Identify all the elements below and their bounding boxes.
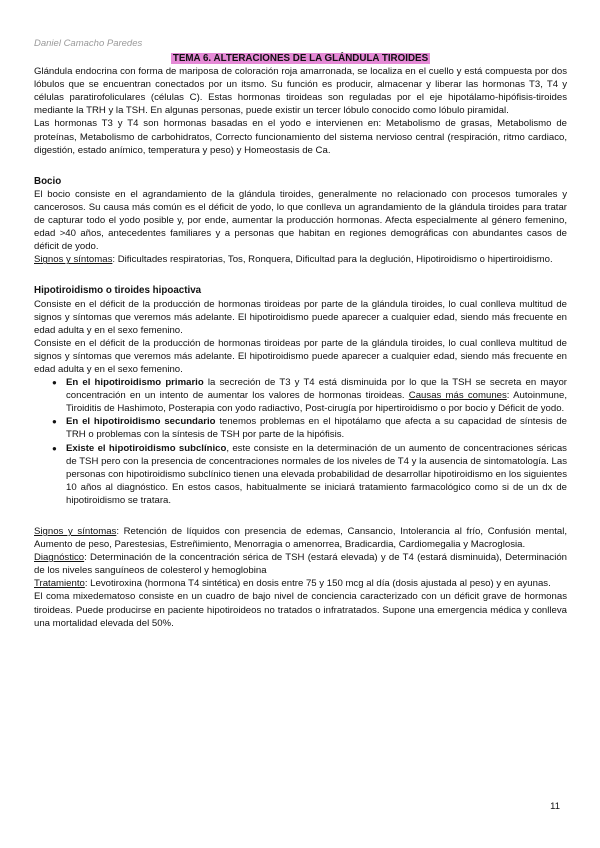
list-item-subclinico (52, 442, 567, 507)
bullet-icon: ● (52, 417, 57, 427)
causas-text: : Autoinmune, Tiroiditis de Hashimoto, Posterapia con yodo radiactivo, Post-cirugía por hipertiroidismo o por bocio y Déficit de yodo. (66, 390, 568, 415)
hipotiroidismo-heading: Hipotiroidismo o tiroides hipoactiva (34, 285, 202, 297)
primario-label: En el hipotiroidismo primario (66, 377, 204, 389)
page-number: 11 (550, 801, 560, 812)
bocio-paragraph: El bocio consiste en el agrandamiento de la glándula tiroides, generalmente no relacionado con procesos tumorales y cancerosos. Su causa más común es el déficit de yodo, lo que conlleva un agrandamiento de la glándula tiroides para tratar de capturar todo el yodo posible y, por ende, aumentar la producción hormonas. Afecta especialmente al género femenino, edad >40 años, antecedentes familiares y a personas que habitan en regiones demográficas con abundantes casos de déficit de yodo. (34, 188, 567, 253)
secundario-text: tenemos problemas en el hipotálamo que afecta a su capacidad de síntesis de TRH o problemas con la síntesis de TSH por parte de la hipófisis. (66, 416, 567, 441)
subclinico-label: Existe el hipotiroidismo subclínico (66, 442, 227, 454)
diagnosis-text: : Determinación de la concentración sérica de TSH (estará elevada) y de T4 (estará disminuida), Determinación de los niveles sanguíneos de colesterol y hemoglobina (34, 552, 567, 577)
secundario-label: En el hipotiroidismo secundario (66, 416, 216, 428)
hipo-treatment (34, 577, 567, 590)
intro-paragraph-1: Glándula endocrina con forma de mariposa de coloración roja amarronada, se localiza en el cuello y está compuesta por dos lóbulos que se encuentran conectados por un itsmo. Su función es producir, almacenar y liberar las hormonas T3, T4 y células paratirofoliculares (células C). Estas hormonas tiroideas son reguladas por el eje hipotálamo-hipófisis-tiroides mediante la TRH y la TSH. En algunas personas, puede existir un tercer lóbulo conocido como lóbulo piramidal. (34, 66, 567, 117)
author-header: Daniel Camacho Paredes (34, 38, 143, 49)
treatment-label: Tratamiento (34, 578, 85, 590)
hipo-signs-text: : Retención de líquidos con presencia de edemas, Cansancio, Intolerancia al frío, Confusión mental, Aumento de peso, Parestesias, Estreñimiento, Menorragia o amenorrea, Bradicardia, Cardiomegalia y Macroglosia. (34, 526, 567, 551)
primario-text: la secreción de T3 y T4 está disminuida por lo que la TSH se secreta en mayor concentración en un intento de aumentar los valores de hormonas tiroideas. (66, 377, 567, 402)
bocio-signs-text: : Dificultades respiratorias, Tos, Ronquera, Dificultad para la deglución, Hipotiroidismo o hipertiroidismo. (112, 254, 553, 266)
treatment-text: : Levotiroxina (hormona T4 sintética) en dosis entre 75 y 150 mcg al día (dosis ajustada al peso) y en ayunas. (84, 578, 551, 590)
document-body (34, 52, 567, 630)
hipo-signs-label: Signos y síntomas (34, 526, 117, 537)
bocio-signs-label: Signos y síntomas (34, 254, 113, 266)
diagnosis-label: Diagnóstico (34, 552, 85, 564)
bullet-icon: ● (52, 443, 57, 453)
document-title: TEMA 6. ALTERACIONES DE LA GLÁNDULA TIROIDES (172, 53, 429, 64)
hipotiroidismo-paragraph-1: Consiste en el déficit de la producción de hormonas tiroideas por parte de la glándula tiroides, lo cual conlleva multitud de signos y síntomas que veremos más adelante. El hipotiroidismo puede aparecer a cualquier edad, siendo más frecuente en edad adulta y en el sexo femenino. (34, 298, 567, 336)
hipotiroidismo-paragraph-2: Consiste en el déficit de la producción de hormonas tiroideas por parte de la glándula tiroides, lo cual conlleva multitud de signos y síntomas que veremos más adelante. El hipotiroidismo puede aparecer a cualquier edad, siendo más frecuente en edad adulta y en el sexo femenino. (34, 337, 567, 375)
title-block (34, 52, 567, 65)
intro-paragraph-2: Las hormonas T3 y T4 son hormonas basadas en el yodo e intervienen en: Metabolismo de grasas, Metabolismo de proteínas, Metabolismo de carbohidratos, Correcto funcionamiento del sistema nervioso central (respiración, ritmo cardiaco, digestión, estado anímico, temperatura y peso) y Homeostasis de Ca. (34, 118, 567, 156)
hipo-signs (34, 525, 567, 551)
causas-label: Causas más comunes (408, 390, 507, 402)
bocio-signs (34, 253, 567, 266)
subclinico-text: , este consiste en la determinación de un aumento de concentraciones séricas de TSH pero con la presencia de concentraciones normales de los niveles de T4 y la ausencia de sintomatología. Las personas con hipotiroidismo subclínico tienen una elevada probabilidad de desarrollar hipotiroidismo en los siguientes 10 años al diagnóstico. En estos casos, habitualmente se iniciará tratamiento farmacológico como si de un dx de hipotiroidismo se tratara. (66, 442, 567, 506)
list-item-secundario (52, 415, 567, 441)
hipo-diagnosis (34, 551, 567, 577)
bullet-icon: ● (52, 378, 57, 388)
bocio-heading: Bocio (34, 175, 62, 187)
hipotiroidismo-types-list (34, 376, 567, 507)
list-item-primario (52, 376, 568, 415)
coma-paragraph: El coma mixedematoso consiste en un cuadro de bajo nivel de conciencia caracterizado con un déficit grave de hormonas tiroideas. Puede producirse en paciente hipotiroideos no tratados o infratratados. Supone una emergencia médica y conlleva una mortalidad elevada del 50%. (34, 591, 567, 629)
